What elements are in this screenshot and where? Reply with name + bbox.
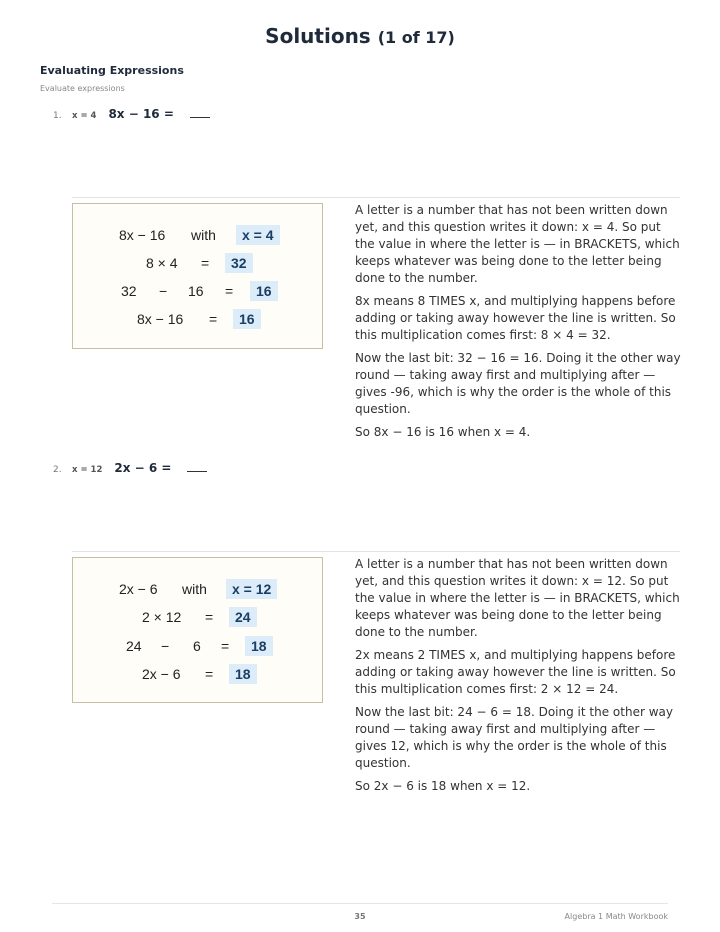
explanation: [355, 202, 681, 447]
explanation-paragraph: A letter is a number that has not been written down yet, and this question writes it down: x = 12. So put the value in where the letter is — in BRACKETS, which keeps whatever was being done to the letter being done to the number.: [355, 557, 680, 639]
work-row: [73, 577, 322, 601]
work-row: [73, 279, 322, 303]
work-with: with: [182, 581, 207, 597]
work-row: [73, 251, 322, 275]
work-substitution: x = 12: [226, 579, 277, 599]
divider: [72, 551, 680, 552]
work-row: [73, 605, 322, 629]
explanation-paragraph: A letter is a number that has not been written down yet, and this question writes it down: x = 4. So put the value in where the letter is — in BRACKETS, which keeps whatever was being done to the letter being done to the number.: [355, 203, 680, 285]
explanation-paragraph: Now the last bit: 32 − 16 = 16. Doing it the other way round — taking away first and multiplying after — gives -96, which is why the order is the whole of this question.: [355, 351, 681, 416]
problem-number: 2.: [53, 465, 62, 475]
page-count: (1 of 17): [377, 28, 455, 47]
worked-solution-box: [72, 557, 323, 703]
explanation: [355, 556, 681, 801]
work-equals: =: [205, 609, 214, 625]
work-product: 2 × 12: [142, 609, 182, 625]
work-equals: =: [201, 255, 210, 271]
work-expression: 2x − 6: [142, 666, 181, 682]
worked-solution-box: [72, 203, 323, 349]
section-title: Evaluating Expressions: [40, 64, 184, 77]
work-operand: 16: [188, 283, 204, 299]
explanation-paragraph: So 2x − 6 is 18 when x = 12.: [355, 779, 531, 793]
work-equals: =: [221, 638, 230, 654]
problem-1: [53, 107, 210, 123]
explanation-paragraph: So 8x − 16 is 16 when x = 4.: [355, 425, 531, 439]
work-final-answer: 18: [229, 664, 257, 684]
work-operand: 24: [126, 638, 142, 654]
answer-blank: [190, 108, 210, 118]
work-substitution: x = 4: [236, 225, 280, 245]
work-row: [73, 662, 322, 686]
work-expression: 2x − 6: [119, 581, 158, 597]
book-title: Algebra 1 Math Workbook: [564, 912, 668, 921]
work-row: [73, 223, 322, 247]
explanation-paragraph: Now the last bit: 24 − 6 = 18. Doing it the other way round — taking away first and multiplying after — gives 12, which is why the order is the whole of this question.: [355, 705, 673, 770]
work-equals: =: [209, 311, 218, 327]
problem-expression: 2x − 6 =: [114, 461, 172, 475]
page-number: 35: [354, 912, 366, 921]
page-title-text: Solutions: [265, 24, 371, 48]
divider: [72, 197, 680, 198]
section-subtitle: Evaluate expressions: [40, 84, 125, 93]
work-operand: 32: [121, 283, 137, 299]
work-expression: 8x − 16: [137, 311, 184, 327]
problem-given: x = 12: [72, 465, 103, 475]
work-final-answer: 16: [233, 309, 261, 329]
work-expression: 8x − 16: [119, 227, 166, 243]
work-row: [73, 307, 322, 331]
explanation-paragraph: 2x means 2 TIMES x, and multiplying happens before adding or taking away however the line is written. So this multiplication comes first: 2 × 12 = 24.: [355, 648, 676, 696]
answer-blank: [187, 462, 207, 472]
page-title: [0, 24, 720, 48]
work-with: with: [191, 227, 216, 243]
problem-2: [53, 461, 207, 477]
work-product: 8 × 4: [146, 255, 178, 271]
problem-given: x = 4: [72, 111, 97, 121]
work-equals: =: [205, 666, 214, 682]
work-operand: 6: [193, 638, 201, 654]
problem-expression: 8x − 16 =: [108, 107, 174, 121]
work-result: 24: [229, 607, 257, 627]
work-operator: −: [159, 283, 168, 299]
work-operator: −: [161, 638, 170, 654]
work-result: 32: [225, 253, 253, 273]
work-equals: =: [225, 283, 234, 299]
work-row: [73, 634, 322, 658]
work-result: 16: [250, 281, 278, 301]
explanation-paragraph: 8x means 8 TIMES x, and multiplying happens before adding or taking away however the line is written. So this multiplication comes first: 8 × 4 = 32.: [355, 294, 676, 342]
footer-divider: [52, 903, 668, 904]
problem-number: 1.: [53, 111, 62, 121]
work-result: 18: [245, 636, 273, 656]
